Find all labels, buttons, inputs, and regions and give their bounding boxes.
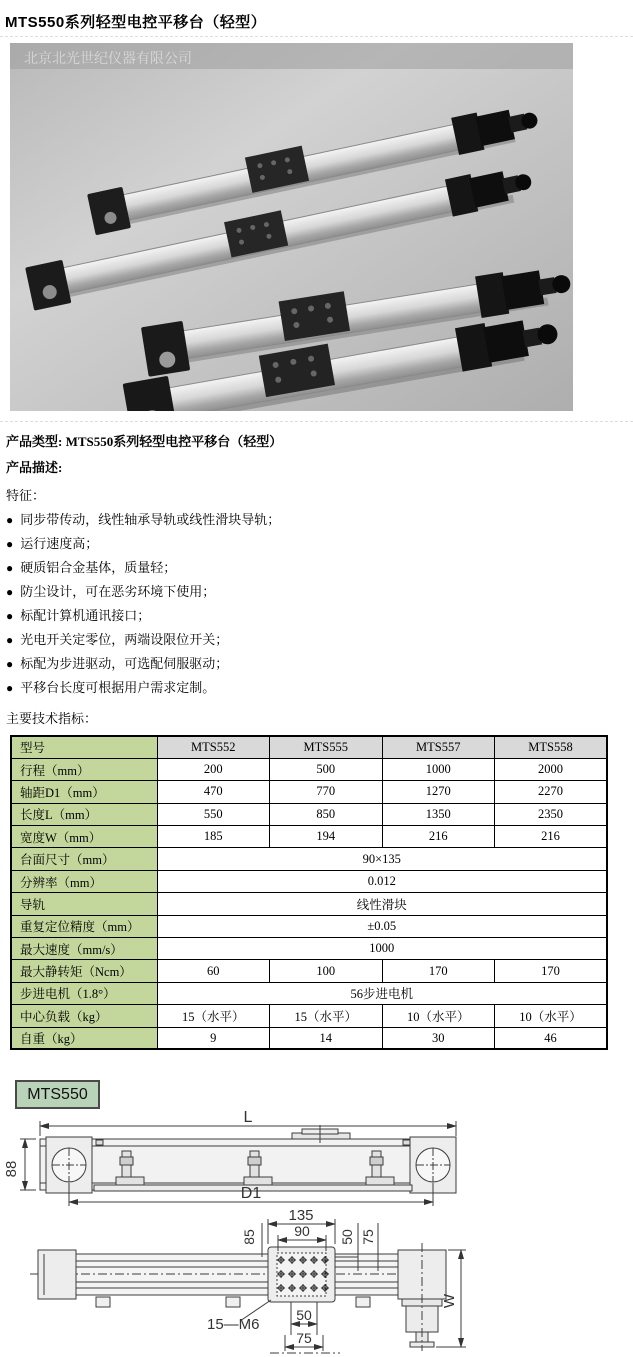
bullet-icon: ● xyxy=(6,585,14,599)
feature-text: 防尘设计，可在恶劣环境下使用； xyxy=(20,584,216,599)
features-list xyxy=(6,508,633,700)
table-row xyxy=(11,1005,607,1027)
feature-item xyxy=(6,580,633,604)
page-title: MTS550系列轻型电控平移台（轻型） xyxy=(0,0,633,37)
table-row xyxy=(11,915,607,937)
cell: 10（水平） xyxy=(495,1005,608,1027)
dim-135: 135 xyxy=(288,1209,314,1225)
dim-D1: D1 xyxy=(240,1185,262,1203)
features-label: 特征： xyxy=(6,488,46,503)
feature-item xyxy=(6,532,633,556)
feature-item xyxy=(6,652,633,676)
bullet-icon: ● xyxy=(6,513,14,527)
product-photo xyxy=(10,43,573,411)
table-row xyxy=(11,826,607,848)
cell: 60 xyxy=(157,960,270,982)
cell: 770 xyxy=(270,781,383,803)
spec-table xyxy=(10,735,608,1050)
feature-item xyxy=(6,556,633,580)
product-desc-label: 产品描述: xyxy=(6,460,63,475)
dim-50-lower: 50 xyxy=(296,1307,312,1324)
row-label: 长度L（mm） xyxy=(11,803,157,825)
spec-header-mts558: MTS558 xyxy=(495,736,608,758)
row-label: 台面尺寸（mm） xyxy=(11,848,157,870)
cell: 200 xyxy=(157,758,270,780)
bullet-icon: ● xyxy=(6,657,14,671)
row-label: 导轨 xyxy=(11,893,157,915)
feature-text: 同步带传动，线性轴承导轨或线性滑块导轨； xyxy=(20,512,281,527)
feature-item xyxy=(6,508,633,532)
dim-75-upper: 75 xyxy=(360,1229,376,1246)
cell-span: 1000 xyxy=(157,938,607,960)
table-row xyxy=(11,803,607,825)
dim-L: L xyxy=(243,1109,253,1127)
cell: 2000 xyxy=(495,758,608,780)
cell-span: 线性滑块 xyxy=(157,893,607,915)
dim-50-upper: 50 xyxy=(339,1229,355,1246)
table-row xyxy=(11,848,607,870)
bullet-icon: ● xyxy=(6,561,14,575)
table-row xyxy=(11,960,607,982)
cell: 216 xyxy=(495,826,608,848)
cell: 850 xyxy=(270,803,383,825)
row-label: 轴距D1（mm） xyxy=(11,781,157,803)
cell: 14 xyxy=(270,1027,383,1049)
row-label: 分辨率（mm） xyxy=(11,870,157,892)
spec-header-row xyxy=(11,736,607,758)
row-label: 重复定位精度（mm） xyxy=(11,915,157,937)
table-row xyxy=(11,938,607,960)
bullet-icon: ● xyxy=(6,633,14,647)
cell: 9 xyxy=(157,1027,270,1049)
feature-text: 标配为步进驱动，可选配伺服驱动； xyxy=(20,656,229,671)
row-label: 中心负载（kg） xyxy=(11,1005,157,1027)
cell: 30 xyxy=(382,1027,495,1049)
product-type-line xyxy=(6,431,633,450)
cell-span: 0.012 xyxy=(157,870,607,892)
product-type-label: 产品类型: xyxy=(6,434,63,449)
feature-item xyxy=(6,628,633,652)
feature-text: 标配计算机通讯接口； xyxy=(20,608,151,623)
side-view-diagram xyxy=(0,1109,633,1209)
cell: 2270 xyxy=(495,781,608,803)
cell: 2350 xyxy=(495,803,608,825)
row-label: 最大静转矩（Ncm） xyxy=(11,960,157,982)
specs-section-label: 主要技术指标： xyxy=(6,711,98,726)
feature-text: 运行速度高； xyxy=(20,536,99,551)
table-row xyxy=(11,893,607,915)
row-label: 步进电机（1.8°） xyxy=(11,982,157,1004)
table-row xyxy=(11,870,607,892)
feature-item xyxy=(6,604,633,628)
cell: 170 xyxy=(382,960,495,982)
spec-header-mts557: MTS557 xyxy=(382,736,495,758)
cell: 216 xyxy=(382,826,495,848)
table-row xyxy=(11,1027,607,1049)
dim-75-lower: 75 xyxy=(296,1330,312,1347)
row-label: 最大速度（mm/s） xyxy=(11,938,157,960)
cell: 194 xyxy=(270,826,383,848)
cell: 15（水平） xyxy=(270,1005,383,1027)
spec-header-model: 型号 xyxy=(11,736,157,758)
holes-callout: 15—M6 xyxy=(207,1316,260,1334)
separator xyxy=(0,421,633,422)
cell: 1350 xyxy=(382,803,495,825)
row-label: 自重（kg） xyxy=(11,1027,157,1049)
product-photo-illustration xyxy=(10,43,573,411)
feature-text: 光电开关定零位，两端设限位开关； xyxy=(20,632,229,647)
cell: 100 xyxy=(270,960,383,982)
table-row xyxy=(11,758,607,780)
dim-85: 85 xyxy=(241,1229,257,1246)
bullet-icon: ● xyxy=(6,537,14,551)
cell-span: 90×135 xyxy=(157,848,607,870)
dim-88: 88 xyxy=(3,1161,20,1178)
feature-text: 平移台长度可根据用户需求定制。 xyxy=(20,680,216,695)
cell: 46 xyxy=(495,1027,608,1049)
model-badge: MTS550 xyxy=(15,1080,100,1109)
product-type-value: MTS550系列轻型电控平移台（轻型） xyxy=(65,434,283,449)
spec-header-mts552: MTS552 xyxy=(157,736,270,758)
table-row xyxy=(11,982,607,1004)
cell-span: 56步进电机 xyxy=(157,982,607,1004)
cell: 10（水平） xyxy=(382,1005,495,1027)
top-view-diagram xyxy=(0,1209,633,1357)
cell: 500 xyxy=(270,758,383,780)
bullet-icon: ● xyxy=(6,609,14,623)
feature-text: 硬质铝合金基体，质量轻； xyxy=(20,560,177,575)
row-label: 宽度W（mm） xyxy=(11,826,157,848)
table-row xyxy=(11,781,607,803)
cell: 470 xyxy=(157,781,270,803)
cell: 1270 xyxy=(382,781,495,803)
photo-watermark: 北京北光世纪仪器有限公司 xyxy=(24,50,192,66)
cell: 185 xyxy=(157,826,270,848)
cell: 550 xyxy=(157,803,270,825)
cell: 15（水平） xyxy=(157,1005,270,1027)
dim-90: 90 xyxy=(294,1223,310,1240)
product-info xyxy=(0,431,633,727)
cell-span: ±0.05 xyxy=(157,915,607,937)
cell: 170 xyxy=(495,960,608,982)
cell: 1000 xyxy=(382,758,495,780)
row-label: 行程（mm） xyxy=(11,758,157,780)
feature-item xyxy=(6,676,633,700)
bullet-icon: ● xyxy=(6,681,14,695)
dim-W: W xyxy=(441,1294,458,1309)
spec-header-mts555: MTS555 xyxy=(270,736,383,758)
